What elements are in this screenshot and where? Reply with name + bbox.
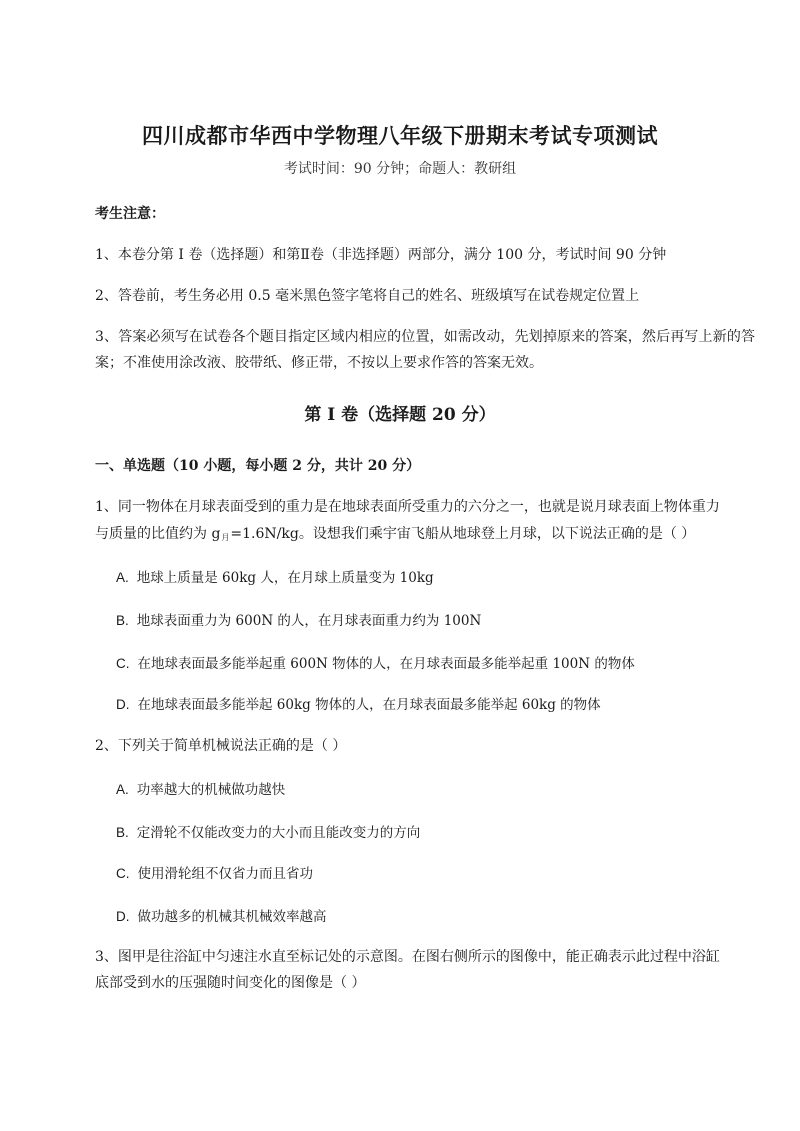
option-text: 在地球表面最多能举起 60kg 物体的人，在月球表面最多能举起 60kg 的物体 xyxy=(137,697,601,713)
question-1-option-b[interactable] xyxy=(116,609,481,629)
question-2-option-c[interactable] xyxy=(116,862,313,882)
question-2-text: 2、下列关于简单机械说法正确的是（ ） xyxy=(95,738,347,754)
question-type-heading: 一、单选题（10 小题，每小题 2 分，共计 20 分） xyxy=(95,458,421,474)
option-text: 地球表面重力为 600N 的人，在月球表面重力约为 100N xyxy=(136,613,482,629)
question-2-option-a[interactable] xyxy=(116,778,285,798)
option-letter: A. xyxy=(116,570,129,585)
option-letter: C. xyxy=(116,656,130,671)
question-3-line-1: 3、图甲是往浴缸中匀速注水直至标记处的示意图。在图右侧所示的图像中，能正确表示此过程中浴缸 xyxy=(95,949,720,965)
moon-subscript: 月 xyxy=(221,533,230,542)
question-2-option-b[interactable] xyxy=(116,821,420,841)
question-1-line-2-start: 与质量的比值约为 g xyxy=(95,526,221,542)
question-3-line-2: 底部受到水的压强随时间变化的图像是（ ） xyxy=(95,975,366,991)
option-letter: B. xyxy=(116,825,129,840)
question-2-option-d[interactable] xyxy=(116,905,327,925)
notice-item-1: 1、本卷分第 I 卷（选择题）和第Ⅱ卷（非选择题）两部分，满分 100 分，考试时间 90 分钟 xyxy=(95,247,667,263)
option-letter: D. xyxy=(116,909,130,924)
option-text: 使用滑轮组不仅省力而且省功 xyxy=(137,866,313,882)
option-text: 在地球表面最多能举起重 600N 物体的人，在月球表面最多能举起重 100N 的物体 xyxy=(137,656,635,672)
question-1-line-2 xyxy=(95,521,695,551)
option-letter: A. xyxy=(116,782,129,797)
exam-info: 考试时间：90 分钟；命题人：教研组 xyxy=(283,161,517,177)
option-letter: C. xyxy=(116,866,130,881)
question-1-option-d[interactable] xyxy=(116,693,601,713)
question-1-option-a[interactable] xyxy=(116,566,434,586)
question-1-option-c[interactable] xyxy=(116,652,635,672)
option-text: 功率越大的机械做功越快 xyxy=(136,782,286,798)
question-1-line-2-end: =1.6N/kg。设想我们乘宇宙飞船从地球登上月球，以下说法正确的是（ ） xyxy=(230,526,696,542)
notice-heading: 考生注意： xyxy=(95,206,165,222)
option-letter: D. xyxy=(116,697,130,712)
notice-item-3: 3、答案必须写在试卷各个题目指定区域内相应的位置，如需改动，先划掉原来的答案，然后再写上新的答案；不准使用涂改液、胶带纸、修正带，不按以上要求作答的答案无效。 xyxy=(95,329,755,371)
page-title: 四川成都市华西中学物理八年级下册期末考试专项测试 xyxy=(142,123,658,148)
option-text: 做功越多的机械其机械效率越高 xyxy=(137,909,327,925)
section-title: 第 I 卷（选择题 20 分） xyxy=(304,405,496,425)
option-text: 定滑轮不仅能改变力的大小而且能改变力的方向 xyxy=(136,825,421,841)
option-letter: B. xyxy=(116,613,129,628)
option-text: 地球上质量是 60kg 人，在月球上质量变为 10kg xyxy=(136,570,434,586)
notice-item-2: 2、答卷前，考生务必用 0.5 毫米黑色签字笔将自己的姓名、班级填写在试卷规定位置上 xyxy=(95,288,640,304)
question-1-line-1: 1、同一物体在月球表面受到的重力是在地球表面所受重力的六分之一，也就是说月球表面上物体重力 xyxy=(95,499,720,515)
